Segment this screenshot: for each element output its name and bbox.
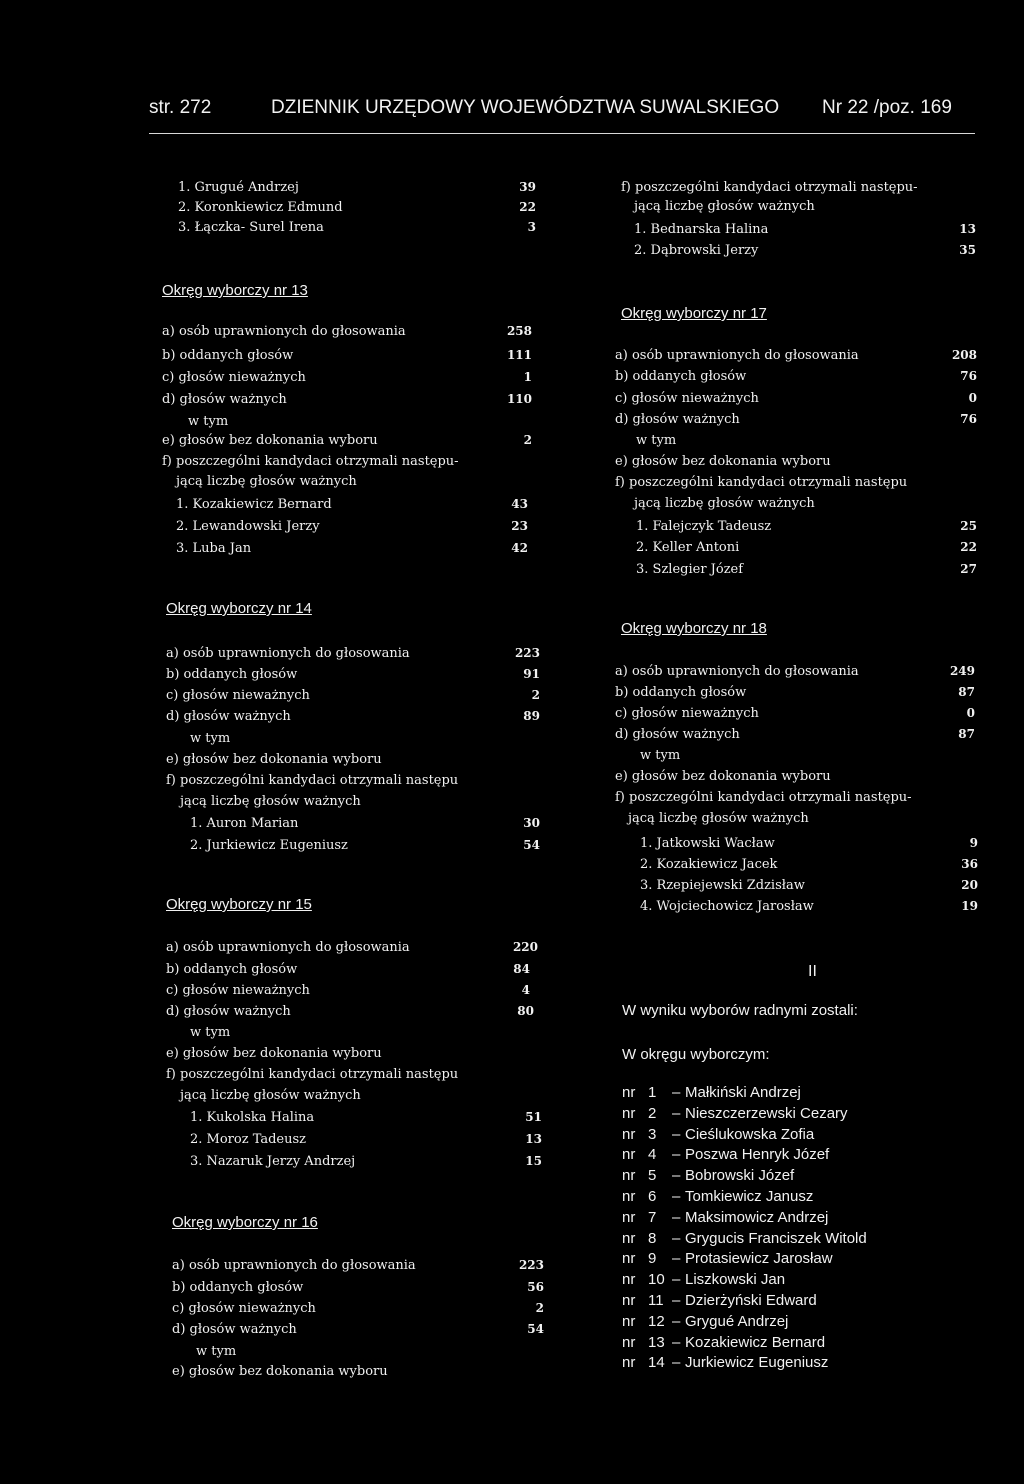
f-line: f) poszczególni kandydaci otrzymali następu- [615,790,912,805]
w-tym: w tym [188,414,229,429]
dash: – [672,1271,681,1289]
district-number: 10 [648,1271,665,1289]
councillor-name: Poszwa Henryk Józef [685,1146,830,1164]
district-number: 13 [648,1333,665,1351]
dash: – [672,1167,681,1185]
district-14-heading: Okręg wyborczy nr 14 [166,600,312,617]
dash: – [672,1312,681,1330]
f-line: f) poszczególni kandydaci otrzymali następu [166,773,459,788]
councillor-name: Tomkiewicz Janusz [685,1188,814,1205]
page-number: str. 272 [149,97,212,118]
district-number: 5 [648,1167,657,1185]
header-rule [149,133,975,134]
councillor-name: Jurkiewicz Eugeniusz [685,1354,829,1372]
dash: – [672,1188,681,1205]
nr-prefix: nr [622,1208,636,1226]
f-line: jącą liczbę głosów ważnych [176,474,357,489]
f-line: f) poszczególni kandydaci otrzymali następu [166,1067,459,1082]
councillor-name: Kozakiewicz Bernard [685,1333,826,1351]
f-line: f) poszczególni kandydaci otrzymali następu [615,475,908,490]
district-number: 4 [648,1146,657,1164]
nr-prefix: nr [622,1271,636,1289]
councillor-name: Grygucis Franciszek Witold [685,1229,867,1247]
nr-prefix: nr [622,1229,636,1247]
f-line: f) poszczególni kandydaci otrzymali następu- [621,180,918,195]
nr-prefix: nr [622,1354,636,1372]
district-number: 8 [648,1229,657,1247]
councillor-name: Małkiński Andrzej [685,1084,801,1101]
w-tym: w tym [636,433,677,448]
issue-number: Nr 22 /poz. 169 [822,97,952,118]
section-intro: W wyniku wyborów radnymi zostali: [622,1002,858,1019]
district-number: 14 [648,1354,665,1372]
nr-prefix: nr [622,1146,636,1164]
nr-prefix: nr [622,1104,636,1122]
f-line: jącą liczbę głosów ważnych [634,199,815,214]
councillor-name: Cieślukowska Zofia [685,1125,815,1143]
w-tym: w tym [196,1344,237,1359]
dash: – [672,1146,681,1164]
district-number: 9 [648,1250,657,1268]
nr-prefix: nr [622,1125,636,1143]
section-subintro: W okręgu wyborczym: [622,1046,770,1063]
councillor-name: Protasiewicz Jarosław [685,1250,833,1268]
district-number: 1 [648,1084,657,1101]
journal-title: DZIENNIK URZĘDOWY WOJEWÓDZTWA SUWALSKIEGO [271,97,780,118]
district-number: 7 [648,1208,657,1226]
councillor-name: Grygué Andrzej [685,1312,789,1330]
district-number: 6 [648,1188,657,1205]
district-number: 2 [648,1104,657,1122]
councillor-name: Dzierżyński Edward [685,1292,817,1309]
dash: – [672,1229,681,1247]
district-15-heading: Okręg wyborczy nr 15 [166,896,312,913]
section-numeral: II [808,963,817,980]
nr-prefix: nr [622,1250,636,1268]
dash: – [672,1333,681,1351]
dash: – [672,1354,681,1372]
dash: – [672,1208,681,1226]
district-16-heading: Okręg wyborczy nr 16 [172,1214,318,1231]
councillor-name: Nieszczerzewski Cezary [685,1104,848,1122]
page-header [149,97,979,137]
dash: – [672,1125,681,1143]
dash: – [672,1084,681,1101]
nr-prefix: nr [622,1312,636,1330]
district-number: 11 [648,1292,664,1309]
f-line: jącą liczbę głosów ważnych [634,496,815,511]
dash: – [672,1250,681,1268]
district-17-heading: Okręg wyborczy nr 17 [621,305,767,322]
dash: – [672,1292,681,1309]
nr-prefix: nr [622,1084,636,1101]
f-line: jącą liczbę głosów ważnych [628,811,809,826]
district-number: 3 [648,1125,657,1143]
district-number: 12 [648,1312,665,1330]
f-line: jącą liczbę głosów ważnych [180,794,361,809]
w-tym: w tym [190,731,231,746]
nr-prefix: nr [622,1188,636,1205]
councillor-name: Maksimowicz Andrzej [685,1208,829,1226]
dash: – [672,1104,681,1122]
district-18-heading: Okręg wyborczy nr 18 [621,620,767,637]
district-13-heading: Okręg wyborczy nr 13 [162,282,308,299]
nr-prefix: nr [622,1292,636,1309]
w-tym: w tym [190,1025,231,1040]
nr-prefix: nr [622,1167,636,1185]
councillor-name: Bobrowski Józef [685,1167,795,1185]
councillor-name: Liszkowski Jan [685,1271,786,1289]
nr-prefix: nr [622,1333,636,1351]
f-line: f) poszczególni kandydaci otrzymali następu- [162,454,459,469]
f-line: jącą liczbę głosów ważnych [180,1088,361,1103]
w-tym: w tym [640,748,681,763]
